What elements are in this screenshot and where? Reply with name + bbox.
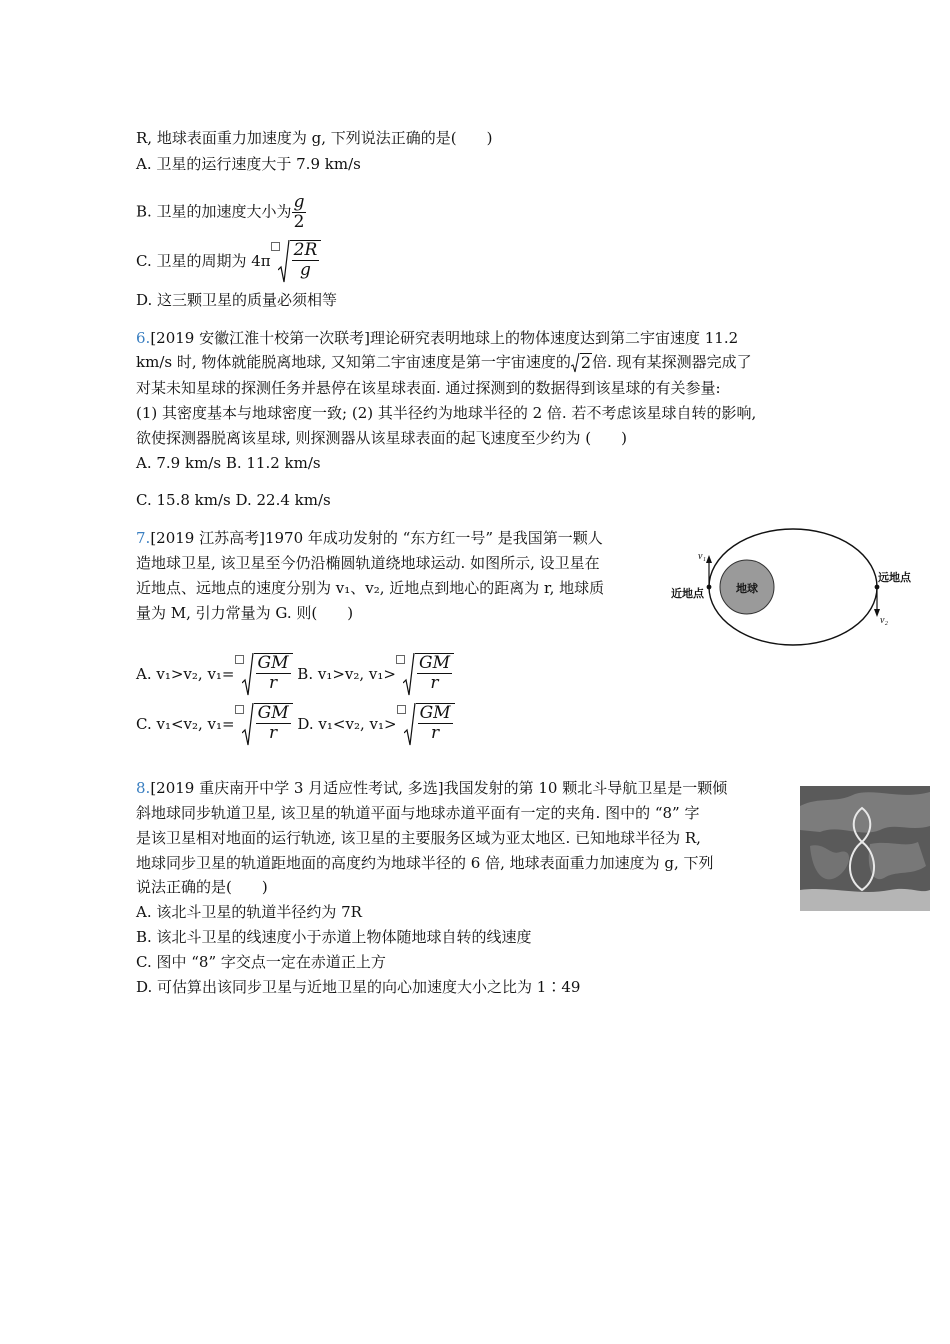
q6-number: 6. [136,329,151,347]
fraction-denominator: r [268,673,278,693]
q7-option-c-prefix: C. v₁<v₂, v₁= [136,715,235,733]
fraction-numerator: GM [419,653,450,673]
fraction-numerator: GM [419,703,451,723]
q8-line-1 [136,778,727,798]
q7-option-b-prefix: B. v₁>v₂, v₁> [297,665,396,683]
q5-stem-end: R, 地球表面重力加速度为 g, 下列说法正确的是( ) [136,129,493,147]
fraction-denominator: r [431,723,440,743]
radical-sign-icon [403,653,415,697]
q7-option-a-radical [242,653,293,697]
q6-radical [571,353,592,373]
q8-number: 8. [136,779,151,797]
q6-options-ab: A. 7.9 km/s B. 11.2 km/s [136,454,321,472]
q6-line-1-text: [2019 安徽江淮十校第一次联考]理论研究表明地球上的物体速度达到第二宇宙速度 11.2 [150,329,739,347]
q5-option-c [136,240,321,284]
fraction-numerator: 2R [293,240,318,260]
fraction-denominator: r [430,673,439,693]
q6-line-2-text-b: 倍. 现有某探测器完成了 [592,353,752,371]
q7-option-b-radical [403,653,454,697]
apogee-label: 远地点 [878,572,911,584]
q7-line-2: 造地球卫星, 该卫星至今仍沿椭圆轨道绕地球运动. 如图所示, 设卫星在 [136,554,600,572]
q8-line-1-text: [2019 重庆南开中学 3 月适应性考试, 多选]我国发射的第 10 颗北斗导航卫星是一颗倾 [150,779,728,797]
q5-option-b [136,193,306,232]
q8-line-3: 是该卫星相对地面的运行轨迹, 该卫星的主要服务区域为亚太地区. 已知地球半径为 R, [136,829,701,847]
q8-option-d: D. 可估算出该同步卫星与近地卫星的向心加速度大小之比为 1∶49 [136,978,581,996]
q7-option-d-prefix: D. v₁<v₂, v₁> [297,715,397,733]
q5-option-b-prefix: B. 卫星的加速度大小为 [136,202,292,221]
q6-line-2-text-a: km/s 时, 物体就能脱离地球, 又知第二宇宙速度是第一宇宙速度的 [136,353,571,371]
q7-option-d-radical [404,703,455,747]
radical-sign-icon [404,703,416,747]
fraction-numerator: GM [257,653,289,673]
ground-track-map [800,786,930,911]
q7-line-1-text: [2019 江苏高考]1970 年成功发射的 “东方红一号” 是我国第一颗人 [150,529,603,547]
land-mass [800,889,930,911]
q8-line-5: 说法正确的是( ) [136,878,268,896]
q7-option-a-prefix: A. v₁>v₂, v₁= [136,665,235,683]
q7-options-cd [136,703,455,747]
q7-line-1 [136,528,603,548]
q7-option-c-radical [242,703,293,747]
q8-line-4: 地球同步卫星的轨道距地面的高度约为地球半径的 6 倍, 地球表面重力加速度为 g, 下列 [136,854,714,872]
q6-radical-value: 2 [580,353,592,372]
q6-line-4: (1) 其密度基本与地球密度一致; (2) 其半径约为地球半径的 2 倍. 若不考虑该星球自转的影响, [136,404,757,422]
q6-line-3: 对某未知星球的探测任务并悬停在该星球表面. 通过探测到的数据得到该星球的有关参量: [136,379,721,397]
q6-line-5: 欲使探测器脱离该星球, 则探测器从该星球表面的起飞速度至少约为 ( ) [136,429,628,447]
q8-option-a: A. 该北斗卫星的轨道半径约为 7R [136,903,362,921]
radical-sign-icon [278,240,290,284]
q7-options-ab [136,653,454,697]
q5-option-b-fraction [292,193,307,232]
q5-option-c-prefix: C. 卫星的周期为 4π [136,252,271,270]
orbit-diagram [668,525,918,655]
fraction-denominator: g [300,260,311,280]
q8-line-2: 斜地球同步轨道卫星, 该卫星的轨道平面与地球赤道平面有一定的夹角. 图中的 “8” 字 [136,804,700,822]
q8-option-c: C. 图中 “8” 字交点一定在赤道正上方 [136,953,386,971]
fraction-numerator: GM [257,703,289,723]
q5-option-a: A. 卫星的运行速度大于 7.9 km/s [136,155,361,173]
radical-sign-icon [571,353,580,373]
q6-options-cd: C. 15.8 km/s D. 22.4 km/s [136,491,331,509]
radical-sign-icon [242,703,254,747]
q8-option-b: B. 该北斗卫星的线速度小于赤道上物体随地球自转的线速度 [136,928,532,946]
earth-label: 地球 [736,583,758,595]
fraction-numerator: g [293,192,305,212]
perigee-label: 近地点 [671,588,704,600]
fraction-denominator: 2 [293,212,305,232]
radical-sign-icon [242,653,254,697]
v1-arrowhead [706,555,712,563]
q7-line-4: 量为 M, 引力常量为 G. 则( ) [136,604,354,622]
q7-line-3: 近地点、远地点的速度分别为 v₁、v₂, 近地点到地心的距离为 r, 地球质 [136,579,605,597]
q6-line-1 [136,328,738,348]
q5-option-d: D. 这三颗卫星的质量必须相等 [136,291,338,309]
fraction-denominator: r [269,723,278,743]
q6-line-2 [136,352,752,373]
v2-label: v₂ [880,615,888,626]
v1-label: v₁ [698,551,706,562]
q7-number: 7. [136,529,151,547]
q5-option-c-radical [278,240,322,284]
